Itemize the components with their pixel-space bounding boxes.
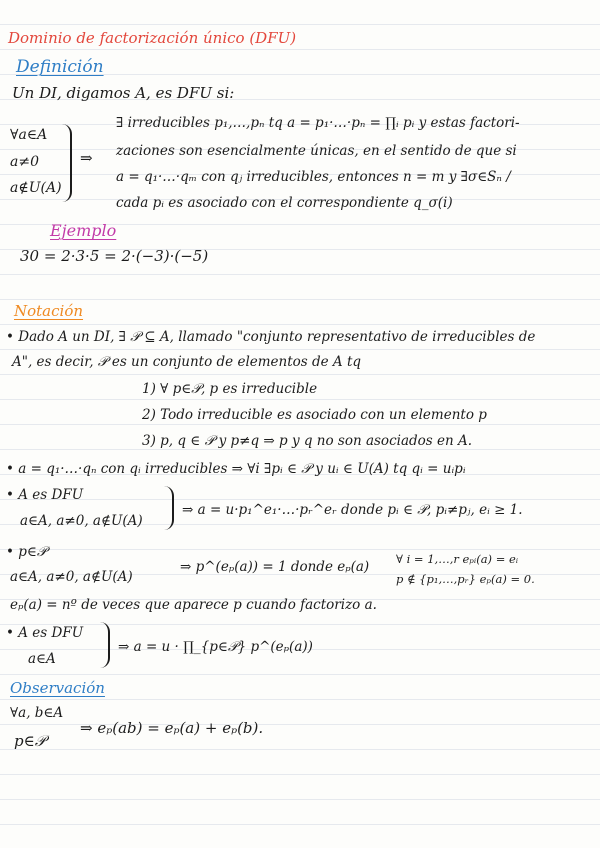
heading-observacion: Observación	[10, 679, 105, 697]
notacion-b2-cond-1: • A es DFU	[6, 487, 84, 503]
observacion-cond-2: p∈𝒫	[14, 732, 46, 750]
heading-definicion: Definición	[16, 57, 104, 77]
definicion-condition-3: a∉U(A)	[10, 180, 62, 196]
notacion-b3-cond-2: a∈A, a≠0, a∉U(A)	[10, 569, 133, 585]
definicion-arrow: ⇒	[80, 149, 93, 167]
notacion-b4-cond-1: • A es DFU	[6, 625, 84, 641]
heading-notacion: Notación	[14, 302, 84, 320]
definicion-condition-1: ∀a∈A	[10, 127, 48, 143]
ejemplo-text: 30 = 2·3·5 = 2·(−3)·(−5)	[20, 247, 209, 265]
definicion-line-4: cada pᵢ es asociado con el correspondiente q_σ(i)	[116, 195, 453, 211]
definicion-line-3: a = q₁·…·qₘ con qⱼ irreducibles, entonces n = m y ∃σ∈Sₙ /	[116, 169, 511, 185]
notacion-b3-case-2: p ∉ {p₁,…,pᵣ} eₚ(a) = 0.	[396, 572, 535, 586]
definicion-intro: Un DI, digamos A, es DFU si:	[12, 84, 235, 102]
notacion-line-1: • Dado A un DI, ∃ 𝒫 ⊆ A, llamado "conjunto representativo de irreducibles de	[6, 329, 536, 345]
notacion-b3-case-1: ∀ i = 1,…,r eₚᵢ(a) = eᵢ	[396, 552, 519, 566]
definicion-condition-2: a≠0	[10, 154, 39, 170]
observacion-result: ⇒ eₚ(ab) = eₚ(a) + eₚ(b).	[80, 719, 264, 737]
notacion-def-e: eₚ(a) = nº de veces que aparece p cuando factorizo a.	[10, 597, 377, 613]
definicion-line-1: ∃ irreducibles p₁,…,pₙ tq a = p₁·…·pₙ = ∏ᵢ pᵢ y estas factori-	[116, 115, 520, 131]
notacion-item-2: 2) Todo irreducible es asociado con un elemento p	[142, 407, 487, 423]
notacion-b3-cond-1: • p∈𝒫	[6, 544, 47, 560]
observacion-cond-1: ∀a, b∈A	[10, 705, 64, 721]
notacion-b2-brace	[164, 486, 174, 530]
notacion-line-2: A", es decir, 𝒫 es un conjunto de elementos de A tq	[12, 354, 362, 370]
notacion-b4-brace	[100, 622, 110, 668]
notacion-b4-result: ⇒ a = u · ∏_{p∈𝒫} p^(eₚ(a))	[118, 639, 313, 655]
notacion-item-1: 1) ∀ p∈𝒫, p es irreducible	[142, 381, 318, 397]
page-title: Dominio de factorización único (DFU)	[8, 29, 297, 47]
notacion-bullet-1: • a = q₁·…·qₙ con qᵢ irreducibles ⇒ ∀i ∃pᵢ ∈ 𝒫 y uᵢ ∈ U(A) tq qᵢ = uᵢpᵢ	[6, 461, 466, 477]
notacion-b2-cond-2: a∈A, a≠0, a∉U(A)	[20, 513, 143, 529]
notacion-b2-result: ⇒ a = u·p₁^e₁·…·pᵣ^eᵣ donde pᵢ ∈ 𝒫, pᵢ≠pⱼ, eᵢ ≥ 1.	[182, 502, 523, 518]
notacion-b3-result: ⇒ p^(eₚ(a)) = 1 donde eₚ(a)	[180, 559, 370, 575]
notacion-item-3: 3) p, q ∈ 𝒫 y p≠q ⇒ p y q no son asociados en A.	[142, 433, 472, 449]
definicion-brace	[62, 124, 72, 202]
notacion-b4-cond-2: a∈A	[28, 651, 56, 667]
definicion-line-2: zaciones son esencialmente únicas, en el sentido de que si	[116, 143, 517, 159]
heading-ejemplo: Ejemplo	[50, 221, 117, 240]
